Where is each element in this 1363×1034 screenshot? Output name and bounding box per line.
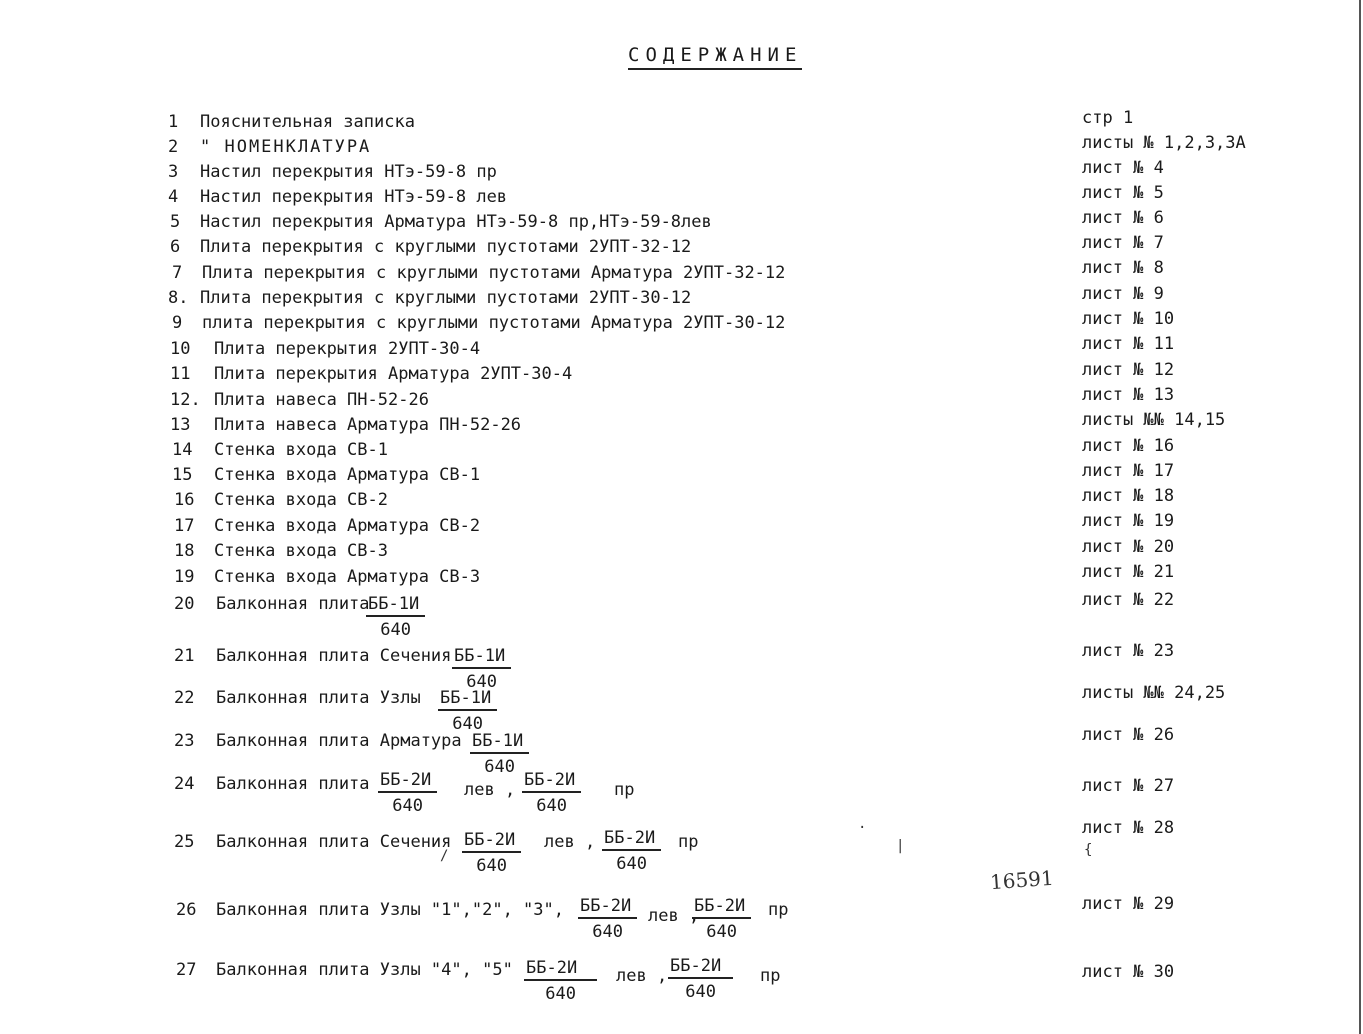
pen-mark: / xyxy=(440,848,449,864)
row-number: 19 xyxy=(174,567,195,587)
sheet-ref: лист № 11 xyxy=(1082,334,1175,354)
row-number: 14 xyxy=(172,440,193,460)
sheet-ref: лист № 18 xyxy=(1082,486,1175,506)
row-number: 20 xyxy=(174,594,195,614)
fraction-numerator: ББ-1И xyxy=(366,594,425,617)
sheet-ref: лист № 21 xyxy=(1082,562,1175,582)
row-text: Балконная плита Сечения xyxy=(216,832,452,852)
fraction-numerator: ББ-1И xyxy=(452,646,511,669)
side-label: лев , xyxy=(648,906,700,926)
fraction-denominator: 640 xyxy=(466,672,497,692)
row-number: 10 xyxy=(170,339,191,359)
fraction-denominator: 640 xyxy=(484,757,515,777)
row-text: Балконная плита Арматура xyxy=(216,731,462,751)
sheet-ref: лист № 6 xyxy=(1082,208,1164,228)
fraction-denominator: 640 xyxy=(452,714,483,734)
fraction-denominator: 640 xyxy=(706,922,737,942)
row-number: 12. xyxy=(170,390,201,410)
row-text: Балконная плита Узлы "1","2", "3", xyxy=(216,900,564,920)
fraction-left xyxy=(578,896,637,942)
pen-mark: · xyxy=(858,820,867,836)
page-title: СОДЕРЖАНИЕ xyxy=(628,44,802,70)
row-number: 26 xyxy=(176,900,197,920)
fraction xyxy=(438,688,497,734)
row-number: 9 xyxy=(172,313,183,333)
sheet-ref: лист № 4 xyxy=(1082,158,1164,178)
fraction-numerator: ББ-2И xyxy=(462,830,521,853)
fraction xyxy=(452,646,511,692)
fraction-left xyxy=(462,830,521,876)
row-text: Балконная плита xyxy=(216,594,370,614)
side-label: лев , xyxy=(616,966,668,986)
row-number: 6 xyxy=(170,237,181,257)
row-number: 5 xyxy=(170,212,181,232)
row-number: 13 xyxy=(170,415,191,435)
row-text: Балконная плита Сечения xyxy=(216,646,452,666)
row-number: 24 xyxy=(174,774,195,794)
row-number: 23 xyxy=(174,731,195,751)
fraction-left xyxy=(378,770,437,816)
sheet-ref: лист № 16 xyxy=(1082,436,1175,456)
fraction-numerator: ББ-2И xyxy=(522,770,581,793)
side-label: лев , xyxy=(464,780,516,800)
fraction-denominator: 640 xyxy=(545,984,576,1004)
fraction-numerator: ББ-2И xyxy=(578,896,637,919)
row-text: Настил перекрытия Арматура НТэ-59-8 пр,НТэ-59-8лев xyxy=(200,212,712,232)
handwritten-number: 16591 xyxy=(989,865,1055,895)
sheet-ref: лист № 5 xyxy=(1082,183,1164,203)
sheet-ref: лист № 22 xyxy=(1082,590,1175,610)
sheet-ref: лист № 27 xyxy=(1082,776,1175,796)
row-number: 7 xyxy=(172,263,183,283)
row-number: 8. xyxy=(168,288,189,308)
fraction-numerator: ББ-2И xyxy=(524,958,597,981)
fraction-denominator: 640 xyxy=(616,854,647,874)
sheet-ref: лист № 7 xyxy=(1082,233,1164,253)
row-text: Балконная плита Узлы "4", "5" xyxy=(216,960,513,980)
fraction-left xyxy=(524,958,597,1004)
fraction-denominator: 640 xyxy=(685,982,716,1002)
fraction xyxy=(366,594,425,640)
pen-mark: { xyxy=(1084,842,1093,858)
row-number: 18 xyxy=(174,541,195,561)
row-number: 15 xyxy=(172,465,193,485)
row-number: 11 xyxy=(170,364,191,384)
row-text: Плита навеса Арматура ПН-52-26 xyxy=(214,415,522,435)
fraction-right xyxy=(522,770,581,816)
row-text: Плита перекрытия с круглыми пустотами 2УПТ-30-12 xyxy=(200,288,692,308)
row-text: Балконная плита xyxy=(216,774,370,794)
sheet-ref: стр 1 xyxy=(1082,108,1134,128)
sheet-ref: лист № 12 xyxy=(1082,360,1175,380)
side-label: лев , xyxy=(544,832,596,852)
fraction-denominator: 640 xyxy=(592,922,623,942)
row-number: 2 xyxy=(168,137,179,157)
row-text: Настил перекрытия НТэ-59-8 пр xyxy=(200,162,497,182)
sheet-ref: лист № 30 xyxy=(1082,962,1175,982)
row-number: 16 xyxy=(174,490,195,510)
sheet-ref: лист № 17 xyxy=(1082,461,1175,481)
sheet-ref: лист № 10 xyxy=(1082,309,1175,329)
row-text: плита перекрытия с круглыми пустотами Арматура 2УПТ-30-12 xyxy=(202,313,786,333)
row-number: 1 xyxy=(168,112,179,132)
fraction-denominator: 640 xyxy=(476,856,507,876)
row-text: Плита перекрытия Арматура 2УПТ-30-4 xyxy=(214,364,573,384)
row-text: Плита перекрытия с круглыми пустотами 2УПТ-32-12 xyxy=(200,237,692,257)
fraction xyxy=(470,731,529,777)
row-number: 4 xyxy=(168,187,179,207)
side-label: пр xyxy=(678,832,699,852)
row-text: Стенка входа СВ-2 xyxy=(214,490,388,510)
sheet-ref: листы №№ 14,15 xyxy=(1082,410,1226,430)
side-label: пр xyxy=(614,780,635,800)
fraction-denominator: 640 xyxy=(536,796,567,816)
row-number: 17 xyxy=(174,516,195,536)
fraction-numerator: ББ-2И xyxy=(692,896,751,919)
row-text: Балконная плита Узлы xyxy=(216,688,421,708)
fraction-denominator: 640 xyxy=(392,796,423,816)
fraction-numerator: ББ-2И xyxy=(378,770,437,793)
sheet-ref: лист № 23 xyxy=(1082,641,1175,661)
row-text: Стенка входа Арматура СВ-1 xyxy=(214,465,481,485)
fraction-numerator: ББ-1И xyxy=(438,688,497,711)
row-text: Стенка входа Арматура СВ-2 xyxy=(214,516,481,536)
sheet-ref: листы № 1,2,3,3А xyxy=(1082,133,1246,153)
row-text: Настил перекрытия НТэ-59-8 лев xyxy=(200,187,508,207)
row-number: 3 xyxy=(168,162,179,182)
scan-edge xyxy=(1359,0,1361,1034)
row-number: 27 xyxy=(176,960,197,980)
fraction-numerator: ББ-2И xyxy=(668,956,733,979)
row-number: 21 xyxy=(174,646,195,666)
sheet-ref: листы №№ 24,25 xyxy=(1082,683,1226,703)
sheet-ref: лист № 29 xyxy=(1082,894,1175,914)
pen-mark: | xyxy=(896,838,905,854)
sheet-ref: лист № 9 xyxy=(1082,284,1164,304)
sheet-ref: лист № 28 xyxy=(1082,818,1175,838)
sheet-ref: лист № 8 xyxy=(1082,258,1164,278)
side-label: пр xyxy=(768,900,789,920)
sheet-ref: лист № 20 xyxy=(1082,537,1175,557)
fraction-right xyxy=(602,828,661,874)
fraction-right xyxy=(668,956,733,1002)
sheet-ref: лист № 13 xyxy=(1082,385,1175,405)
sheet-ref: лист № 19 xyxy=(1082,511,1175,531)
row-text: Пояснительная записка xyxy=(200,112,415,132)
row-text: " НОМЕНКЛАТУРА xyxy=(200,137,372,157)
fraction-right xyxy=(692,896,751,942)
row-text: Стенка входа Арматура СВ-3 xyxy=(214,567,481,587)
row-text: Стенка входа СВ-3 xyxy=(214,541,388,561)
fraction-denominator: 640 xyxy=(380,620,411,640)
row-number: 22 xyxy=(174,688,195,708)
side-label: пр xyxy=(760,966,781,986)
row-text: Плита перекрытия с круглыми пустотами Арматура 2УПТ-32-12 xyxy=(202,263,786,283)
row-number: 25 xyxy=(174,832,195,852)
sheet-ref: лист № 26 xyxy=(1082,725,1175,745)
row-text: Стенка входа СВ-1 xyxy=(214,440,388,460)
fraction-numerator: ББ-1И xyxy=(470,731,529,754)
row-text: Плита навеса ПН-52-26 xyxy=(214,390,429,410)
row-text: Плита перекрытия 2УПТ-30-4 xyxy=(214,339,481,359)
fraction-numerator: ББ-2И xyxy=(602,828,661,851)
